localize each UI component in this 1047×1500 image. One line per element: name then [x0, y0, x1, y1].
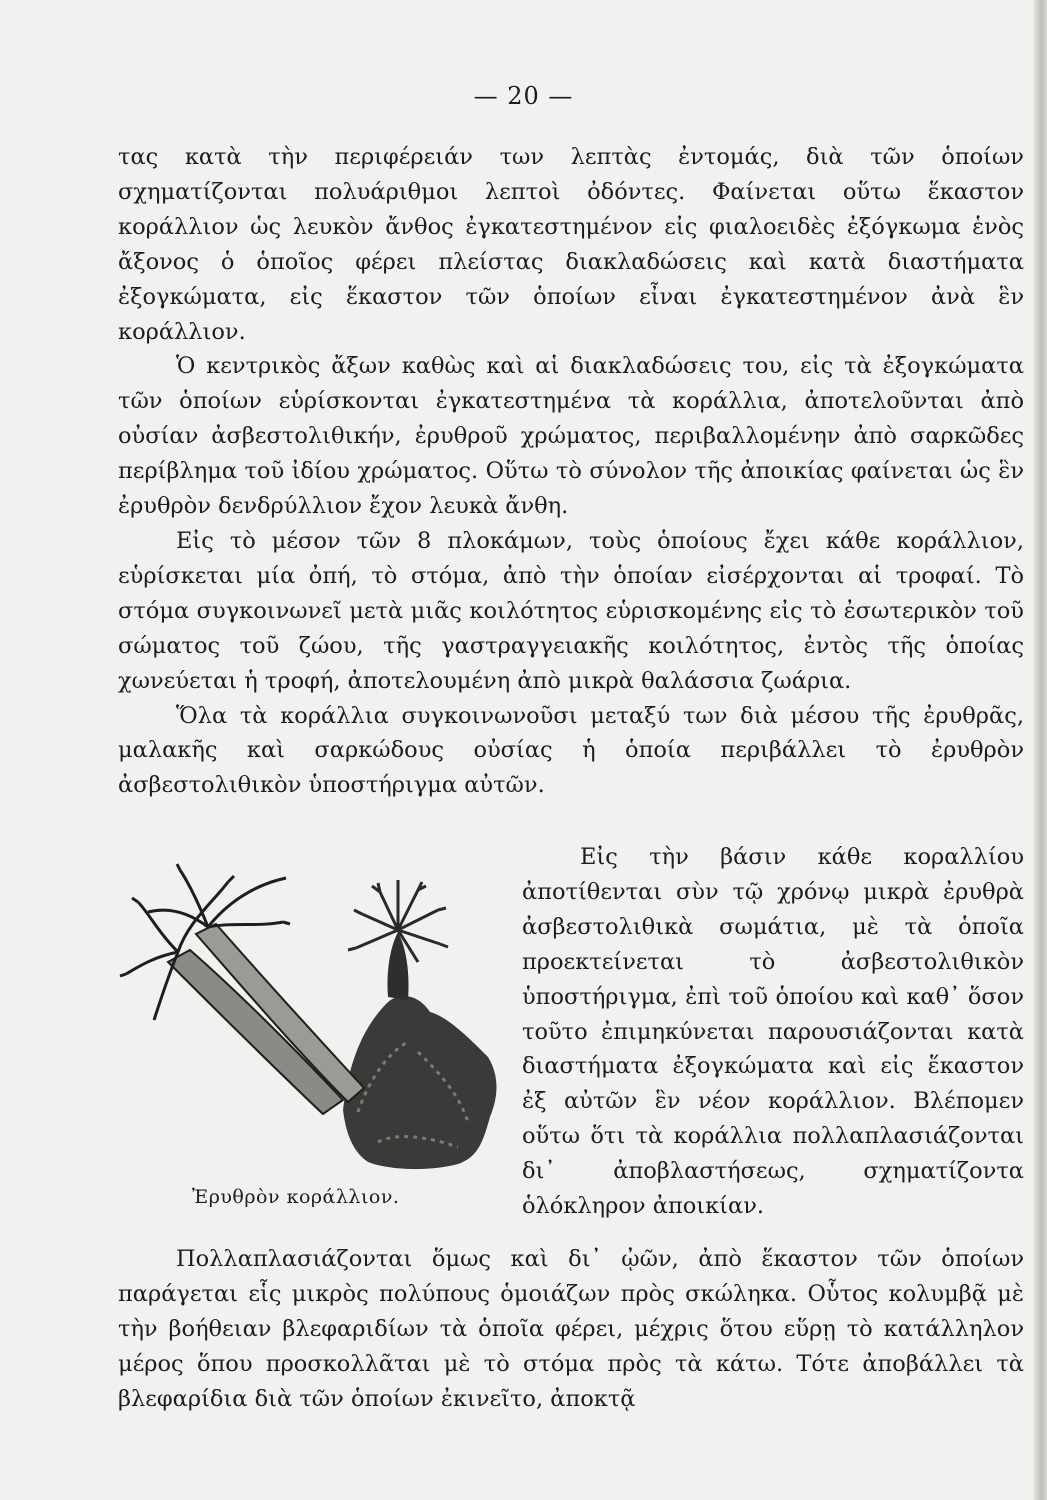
- paragraph-2: Ὁ κεντρικὸς ἄξων καθὼς καὶ αἱ διακλαδώσεις του, εἰς τὰ ἐξογκώματα τῶν ὁποίων εὑρίσκονται ἐγκατεστημένα τὰ κοράλλια, ἀποτελοῦνται ἀπὸ οὐσίαν ἀσβεστολιθικήν, ἐρυθροῦ χρώματος, περιβαλλομένην ἀπὸ σαρκῶδες περίβλημα τοῦ ἰδίου χρώματος. Οὕτω τὸ σύνολον τῆς ἀποικίας φαίνεται ὡς ἓν ἐρυθρὸν δενδρύλλιον ἔχον λευκὰ ἄνθη.: [118, 353, 1024, 520]
- paragraph-3: Εἰς τὸ μέσον τῶν 8 πλοκάμων, τοὺς ὁποίους ἔχει κάθε κοράλλιον, εὑρίσκεται μία ὀπή, τὸ στόμα, ἀπὸ τὴν ὁποίαν εἰσέρχονται αἱ τροφαί. Τὸ στόμα συγκοινωνεῖ μετὰ μιᾶς κοιλότητος εὑρισκομένης εἰς τὸ ἐσωτερικὸν τοῦ σώματος τοῦ ζώου, τῆς γαστραγγειακῆς κοιλότητος, ἐντὸς τῆς ὁποίας χωνεύεται ἡ τροφή, ἀποτελουμένη ἀπὸ μικρὰ θαλάσσια ζωάρια.: [118, 527, 1024, 694]
- body-text-top: [118, 140, 1024, 803]
- body-text-bottom: [118, 1242, 1024, 1417]
- page-number: — 20 —: [473, 82, 574, 110]
- paragraph-5: Εἰς τὴν βάσιν κάθε κοραλλίου ἀποτίθενται σὺν τῷ χρόνῳ μικρὰ ἐρυθρὰ ἀσβεστολιθικὰ σωμάτια, μὲ τὰ ὁποῖα προεκτείνεται τὸ ἀσβεστολιθικὸν ὑποστήριγμα, ἐπὶ τοῦ ὁποίου καὶ καθ᾿ ὅσον τοῦτο ἐπιμηκύνεται παρουσιάζονται κατὰ διαστήματα ἐξογκώματα καὶ εἰς ἕκαστον ἐξ αὐτῶν ἓν νέον κοράλλιον. Βλέπομεν οὕτω ὅτι τὰ κοράλλια πολλαπλασιάζονται δι᾿ ἀποβλαστήσεως, σχηματίζοντα ὁλόκληρον ἀποικίαν.: [522, 844, 1024, 1220]
- page-edge: [1033, 0, 1047, 1500]
- paragraph-4: Ὅλα τὰ κοράλλια συγκοινωνοῦσι μεταξύ των διὰ μέσου τῆς ἐρυθρᾶς, μαλακῆς καὶ σαρκώδους οὐσίας ἡ ὁποία περιβάλλει τὸ ἐρυθρὸν ἀσβεστολιθικὸν ὑποστήριγμα αὐτῶν.: [118, 702, 1024, 799]
- paragraph-6: Πολλαπλασιάζονται ὅμως καὶ δι᾿ ᾠῶν, ἀπὸ ἕκαστον τῶν ὁποίων παράγεται εἷς μικρὸς πολύπους ὁμοιάζων πρὸς σκώληκα. Οὗτος κολυμβᾷ μὲ τὴν βοήθειαν βλεφαριδίων τὰ ὁποῖα φέρει, μέχρις ὅτου εὕρῃ τὸ κατάλληλον μέρος ὅπου προσκολλᾶται μὲ τὸ στόμα πρὸς τὰ κάτω. Τότε ἀποβάλλει τὰ βλεφαρίδια διὰ τῶν ὁποίων ἐκινεῖτο, ἀποκτᾷ: [118, 1246, 1024, 1412]
- paragraph-1: τας κατὰ τὴν περιφέρειάν των λεπτὰς ἐντομάς, διὰ τῶν ὁποίων σχηματίζονται πολυάριθμοι λεπτοὶ ὀδόντες. Φαίνεται οὕτω ἕκαστον κοράλλιον ὡς λευκὸν ἄνθος ἐγκατεστημένον εἰς φιαλοειδὲς ἐξόγκωμα ἑνὸς ἄξονος ὁ ὁποῖος φέρει πλείστας διακλαδώσεις καὶ κατὰ διαστήματα ἐξογκώματα, εἰς ἕκαστον τῶν ὁποίων εἶναι ἐγκατεστημένον ἀνὰ ἓν κοράλλιον.: [118, 144, 1024, 345]
- red-coral-illustration: [118, 852, 513, 1172]
- figure-area: [118, 844, 1024, 1244]
- side-paragraph: [522, 840, 1024, 1224]
- figure-caption: Ἐρυθρὸν κοράλλιον.: [192, 1186, 400, 1208]
- coral-base-shape: [343, 996, 497, 1169]
